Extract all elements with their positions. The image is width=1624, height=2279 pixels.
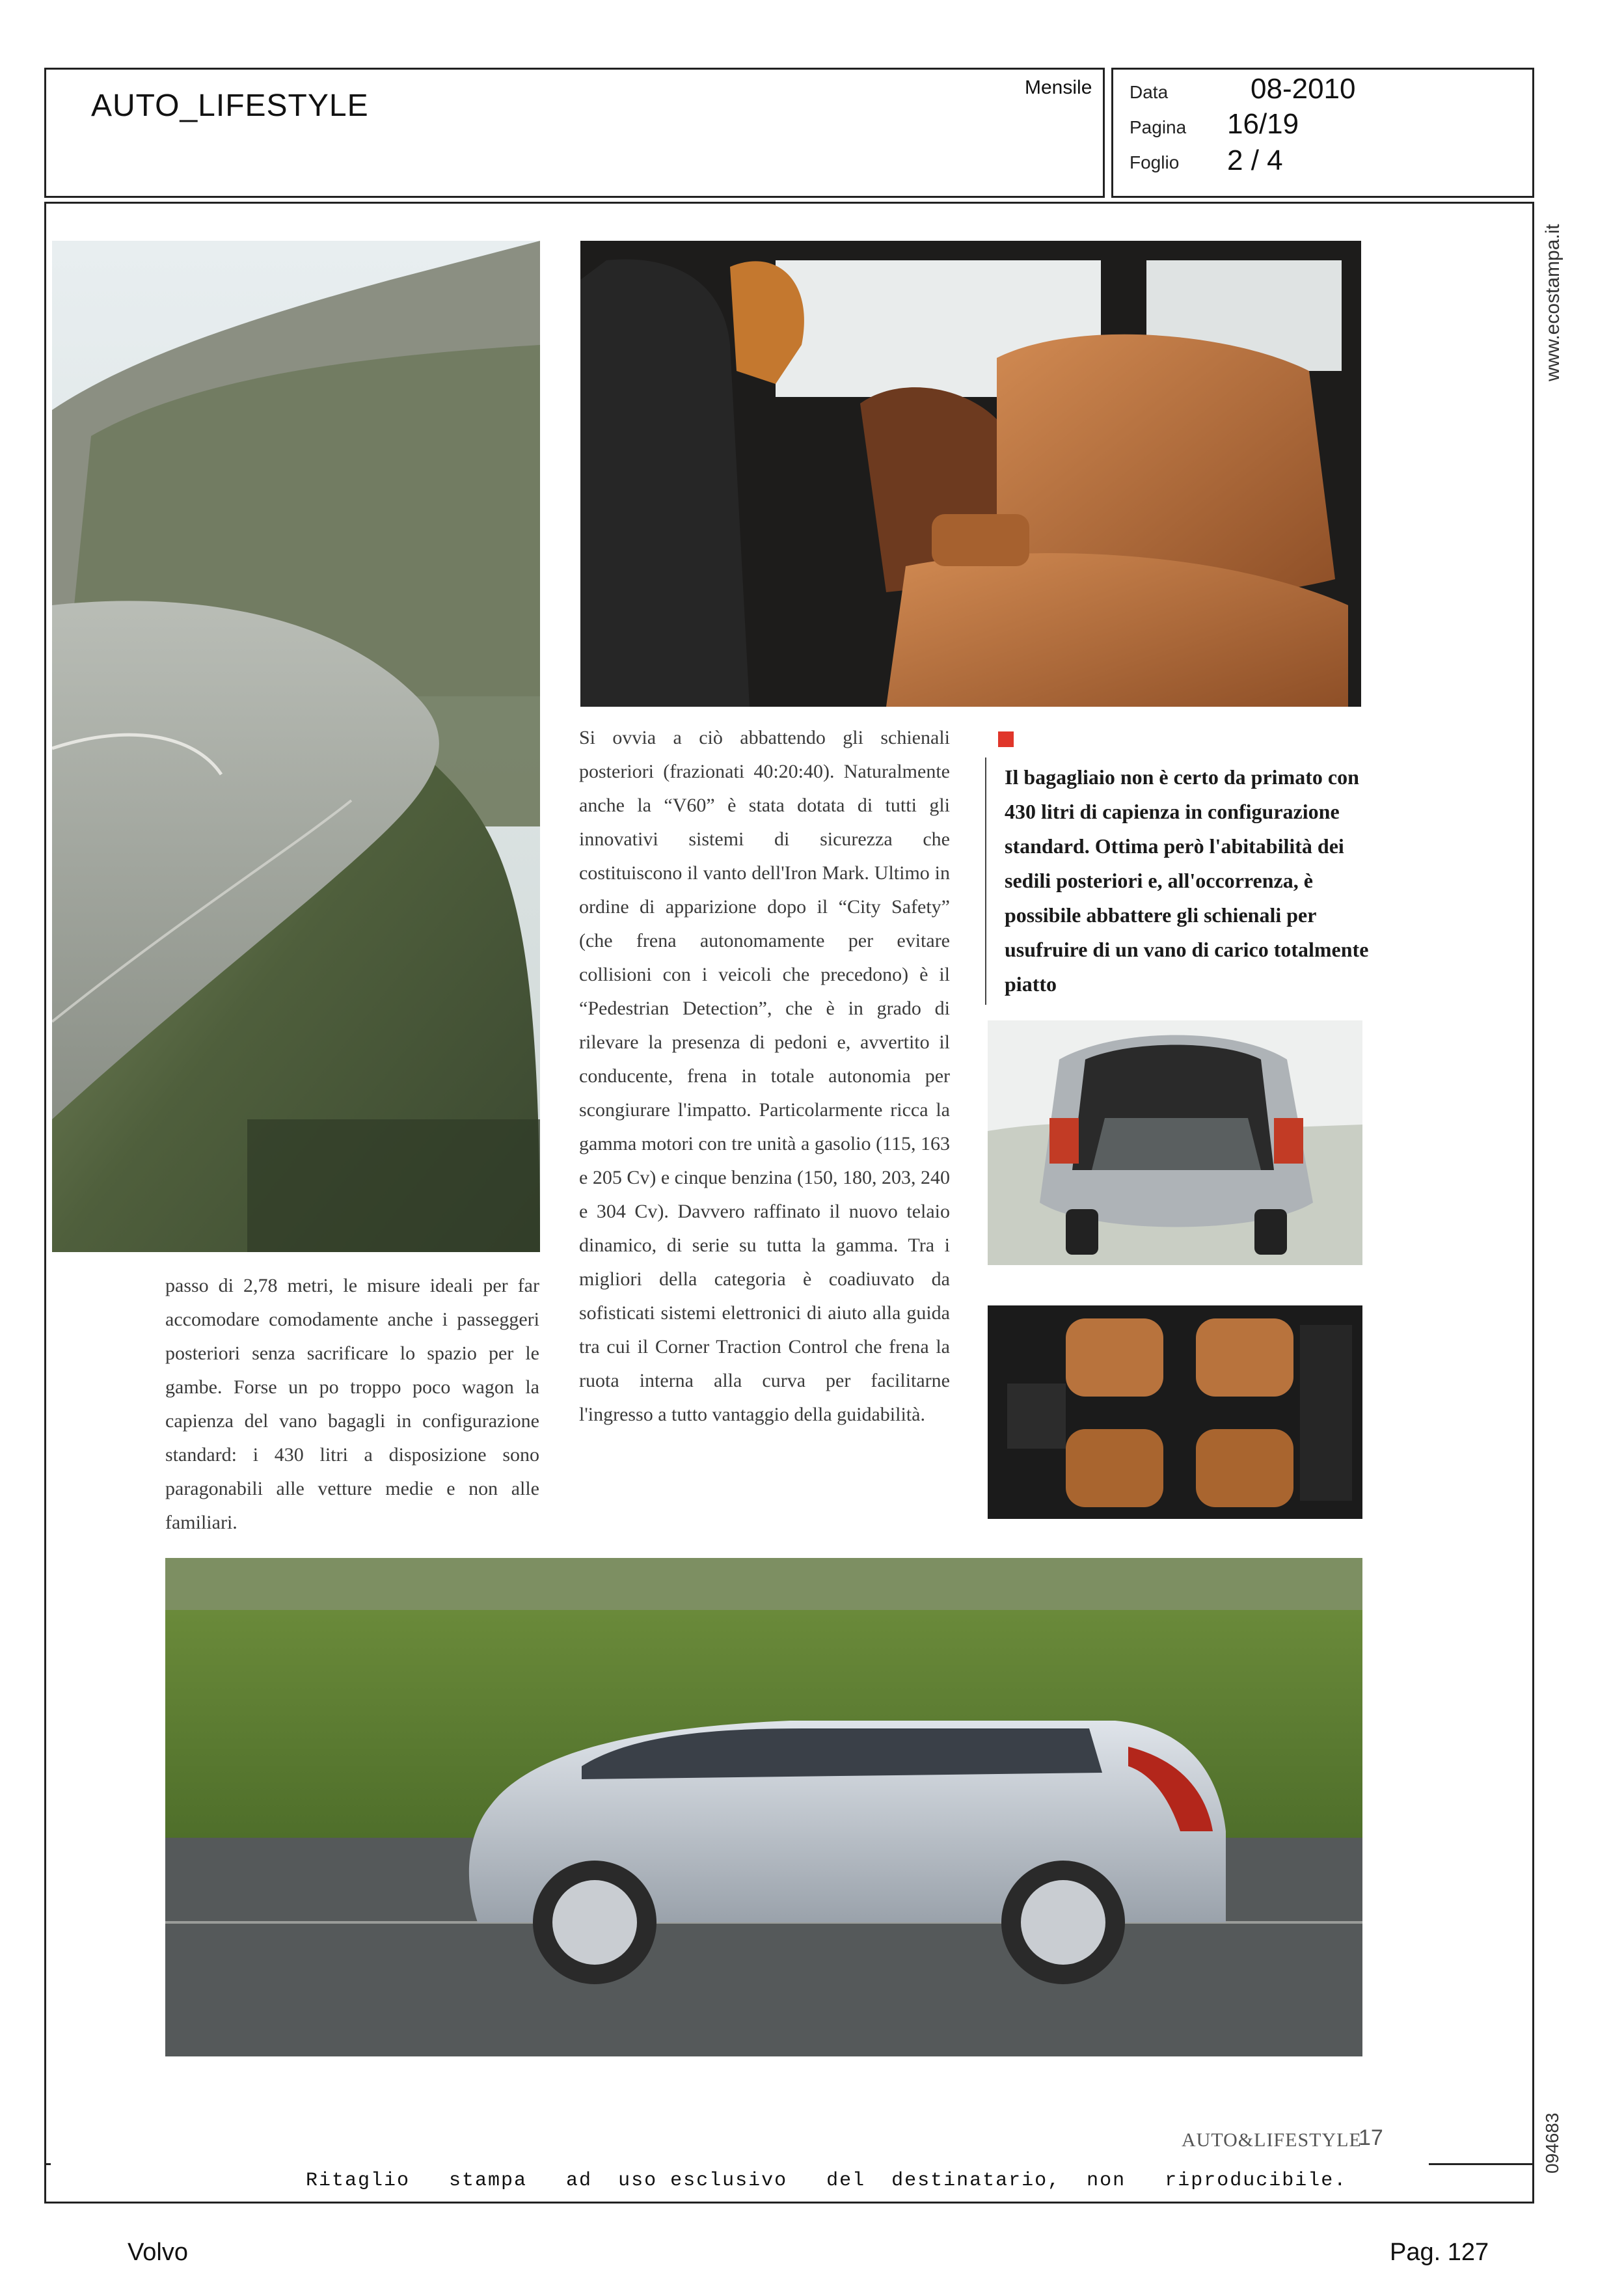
magazine-page-number: 17 [1359,2125,1383,2150]
seats-topdown-photo [988,1305,1362,1519]
code-side-text: 094683 [1542,2112,1562,2174]
date-label: Data [1130,82,1169,102]
car-side-image [165,1558,1362,2056]
photo-caption: Il bagagliaio non è certo da primato con 430 litri di capienza in configurazione standard. Ottima però l'abitabilità dei sedili posteriori e, all'occorrenza, è possibile abbattere gli schienali per usufruire di un vano di carico totalmente piatto [1005,765,1369,996]
footer-rule-left [44,2163,51,2165]
magazine-brand: AUTO&LIFESTYLE [1182,2129,1362,2151]
road-photo-image [52,241,540,1252]
page-label: Pagina [1130,117,1187,137]
reproduction-notice: Ritaglio stampa ad uso esclusivo del destinatario, non riproducibile. [306,2170,1347,2192]
trunk-photo [988,1020,1362,1265]
article-column-middle [579,721,950,1432]
trunk-photo-image [988,1020,1362,1265]
sheet-value: 2 / 4 [1227,144,1283,176]
article-text-middle: Si ovvia a ciò abbattendo gli schienali posteriori (frazionati 40:20:40). Naturalmente anche la “V60” è stata dotata di tutti gli innovativi sistemi di sicurezza che costituiscono il vanto dell'Iron Mark. Ultimo in ordine di apparizione dopo il “City Safety” (che frena autonomamente per evitare collisioni con i veicoli che precedono) è il “Pedestrian Detection”, che è in grado di rilevare la presenza di pedoni e, avvertito il conducente, frena in totale autonomia per scongiurare l'impatto. Particolarmente ricca la gamma motori con tre unità a gasolio (115, 163 e 205 Cv) e cinque benzina (150, 180, 203, 240 e 304 Cv). Davvero raffinato il nuovo telaio dinamico, di serie su tutta la gamma. Tra i migliori della categoria è coadiuvato da sofisticati sistemi elettronici di aiuto alla guida tra cui il Corner Traction Control che frena la ruota interna alla curva per facilitarne l'ingresso a tutto vantaggio della guidabilità. [579,727,950,1425]
interior-photo-image [580,241,1361,707]
date-value: 08-2010 [1251,73,1356,105]
article-text-left: passo di 2,78 metri, le misure ideali per far accomodare comodamente anche i passeggeri posteriori senza sacrificare lo spazio per le gambe. Forse un po troppo poco wagon la capienza del vano bagagli in configurazione standard: i 430 litri a disposizione sono paragonabili alle vetture medie e non alle familiari. [165,1275,539,1533]
footer-rule [1429,2163,1533,2165]
article-column-left [165,1269,539,1540]
interior-photo [580,241,1361,707]
seats-topdown-image [988,1305,1362,1519]
frequency-label: Mensile [1025,77,1092,98]
caption-rule [985,757,986,1005]
publication-title: AUTO_LIFESTYLE [91,89,369,123]
sheet-label: Foglio [1130,152,1180,172]
page-value: 16/19 [1227,108,1299,140]
page-reference: Pag. 127 [1390,2239,1489,2266]
client-name: Volvo [128,2239,188,2266]
website-side-text: www.ecostampa.it [1542,224,1563,381]
caption-marker [998,731,1014,747]
car-side-photo [165,1558,1362,2056]
road-photo [52,241,540,1252]
header-title-box [44,68,1105,198]
